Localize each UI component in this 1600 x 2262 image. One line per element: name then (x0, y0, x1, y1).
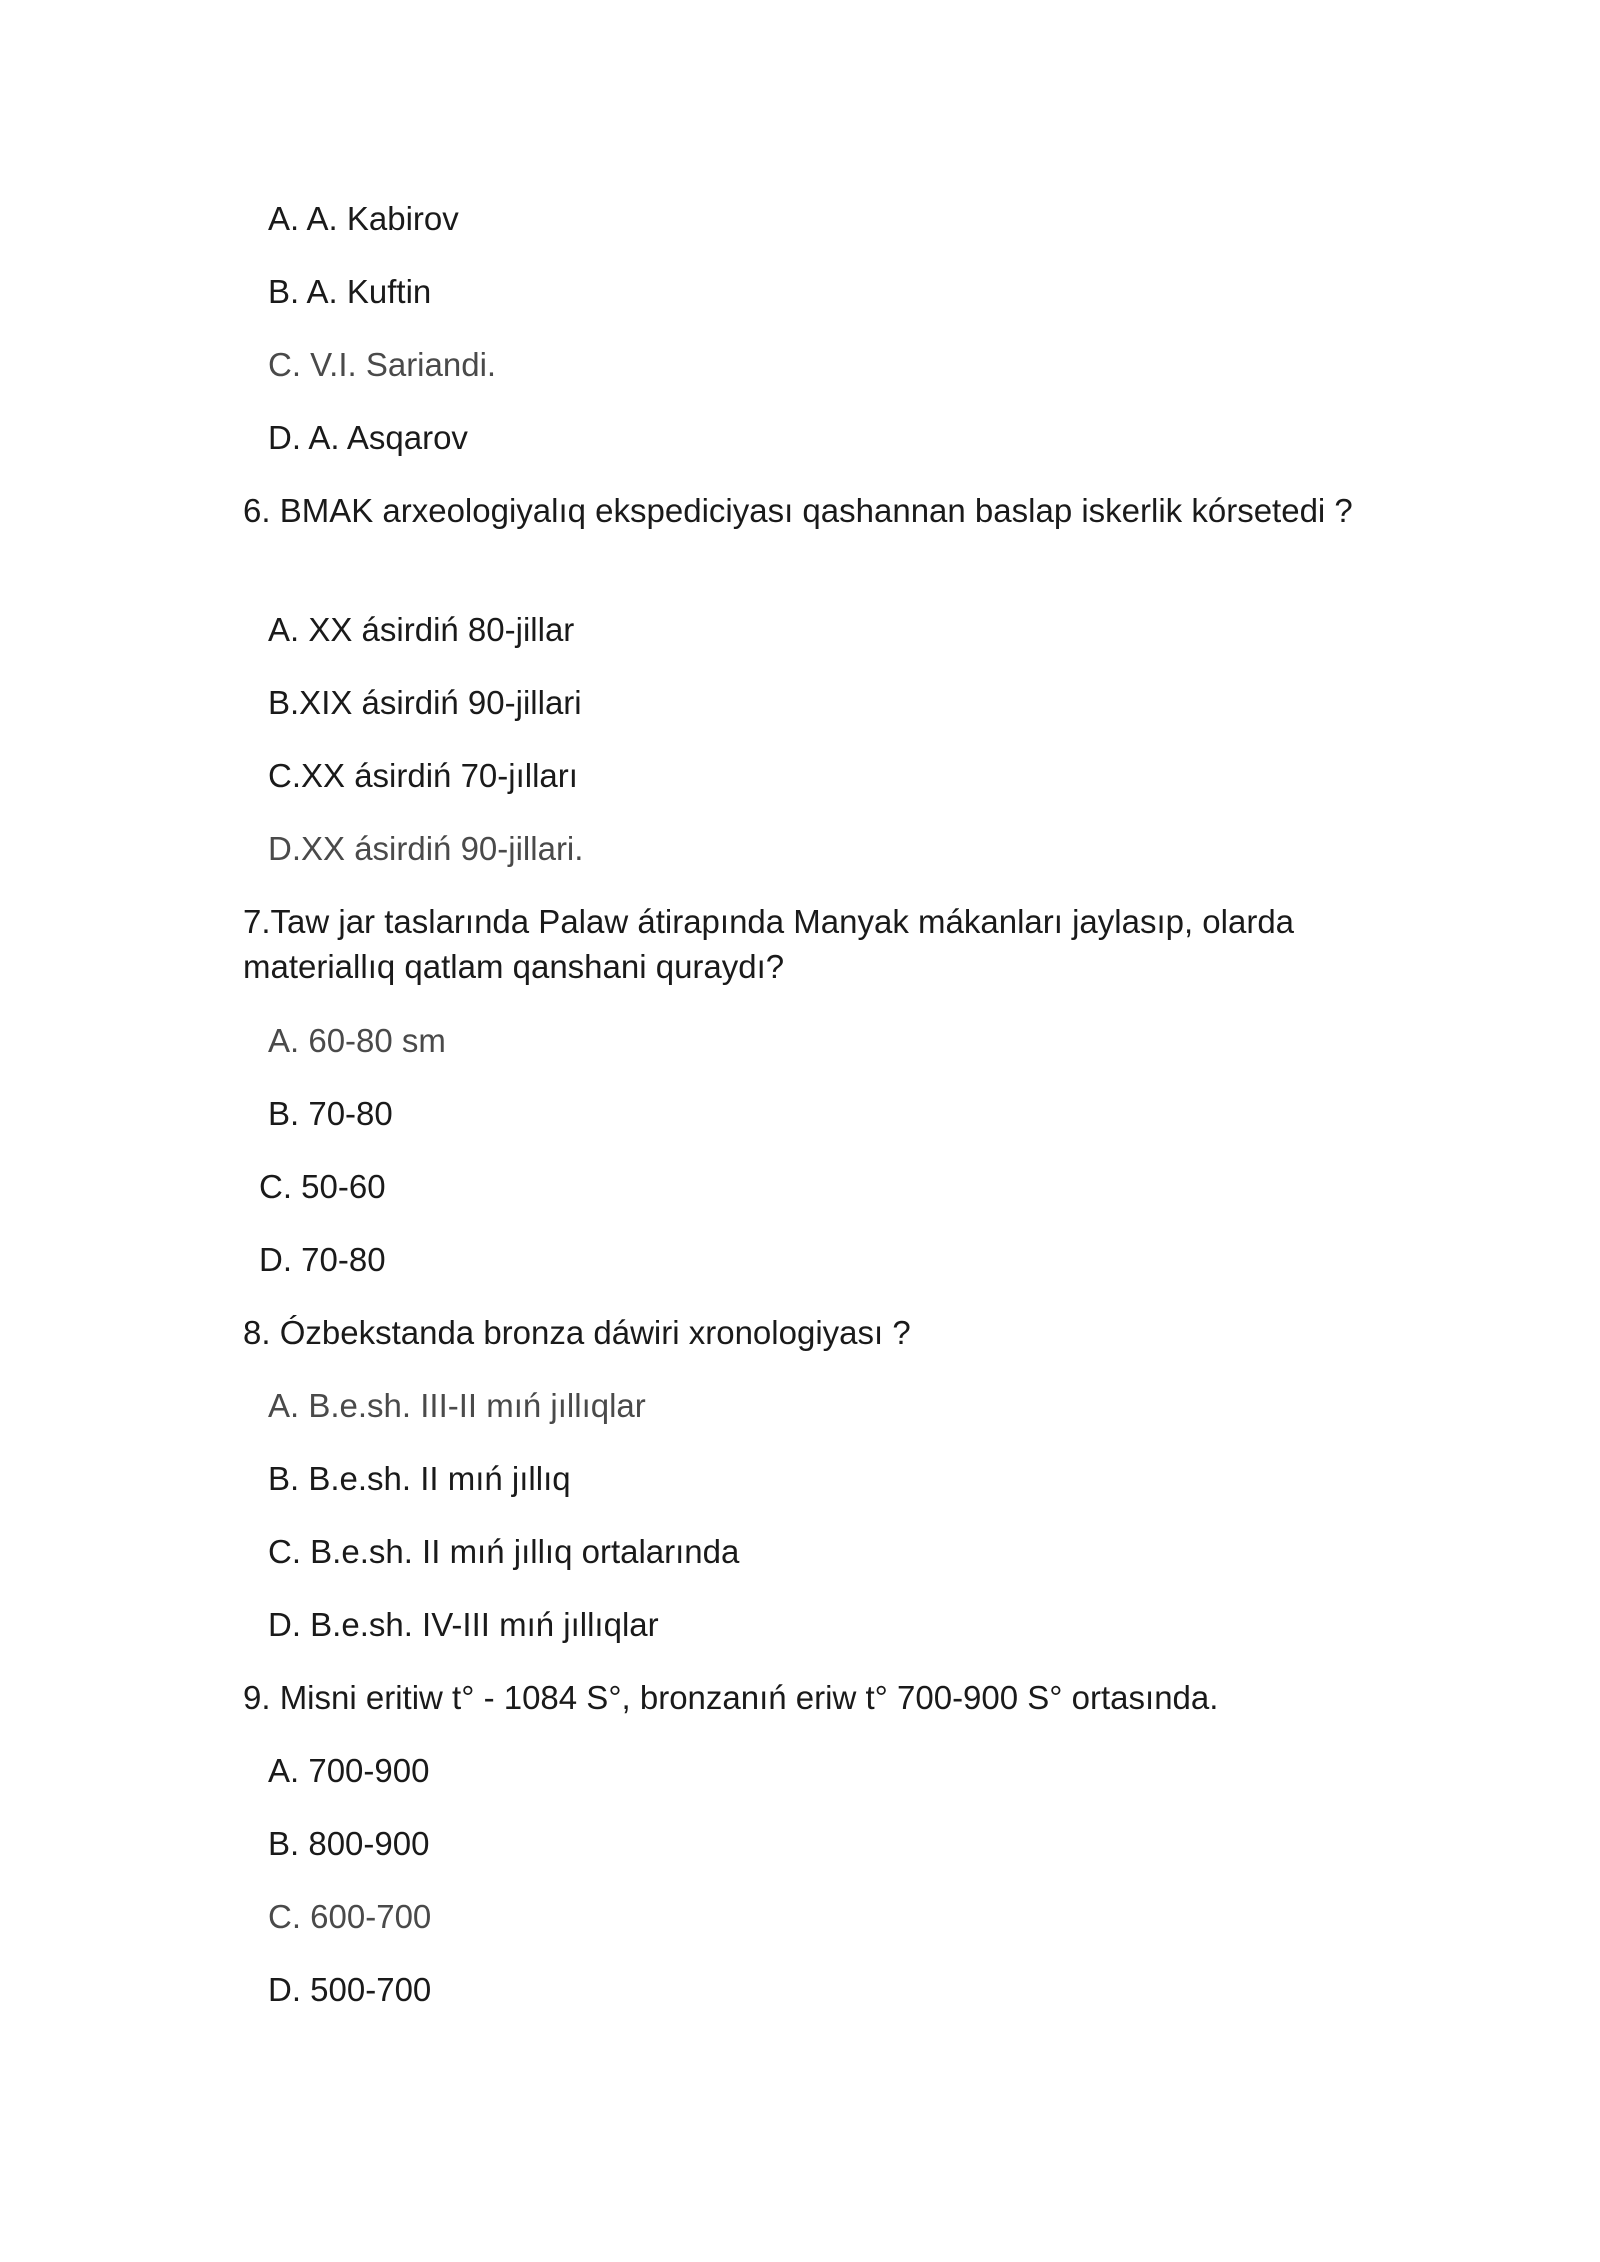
option-b: B. B.e.sh. II mıń jıllıq (268, 1460, 571, 1497)
option-a: A. B.e.sh. III-II mıń jıllıqlar (268, 1387, 646, 1424)
option-b: B.XIX ásirdiń 90-jillari (268, 684, 582, 721)
question-9: 9. Misni eritiw t° - 1084 S°, bronzanıń eriw t° 700-900 S° ortasında. (243, 1679, 1219, 1716)
option-b: B. A. Kuftin (268, 273, 432, 310)
option-d: D.XX ásirdiń 90-jillari. (268, 830, 584, 867)
option-a: A. 700-900 (268, 1752, 430, 1789)
option-a: A. 60-80 sm (268, 1022, 446, 1059)
option-c: C. 50-60 (259, 1168, 386, 1205)
option-d: D. 500-700 (268, 1971, 432, 2008)
question-7: 7.Taw jar taslarında Palaw átirapında Manyak mákanları jaylasıp, olarda materiallıq qatlam qanshani quraydı? (243, 903, 1295, 985)
option-d: D. B.e.sh. IV-III mıń jıllıqlar (268, 1606, 659, 1643)
option-c: C. B.e.sh. II mıń jıllıq ortalarında (268, 1533, 740, 1570)
option-b: B. 800-900 (268, 1825, 430, 1862)
option-d: D. 70-80 (259, 1241, 386, 1278)
option-c: C. V.I. Sariandi. (268, 346, 497, 383)
option-c: C. 600-700 (268, 1898, 432, 1935)
option-a: A. A. Kabirov (268, 200, 459, 237)
option-c: C.XX ásirdiń 70-jılları (268, 757, 578, 794)
question-6: 6. BMAK arxeologiyalıq ekspediciyası qashannan baslap iskerlik kórsetedi ? (243, 492, 1353, 529)
option-a: A. XX ásirdiń 80-jillar (268, 611, 575, 648)
option-d: D. A. Asqarov (268, 419, 468, 456)
question-8: 8. Ózbekstanda bronza dáwiri xronologiyası ? (243, 1314, 911, 1351)
option-b: B. 70-80 (268, 1095, 393, 1132)
